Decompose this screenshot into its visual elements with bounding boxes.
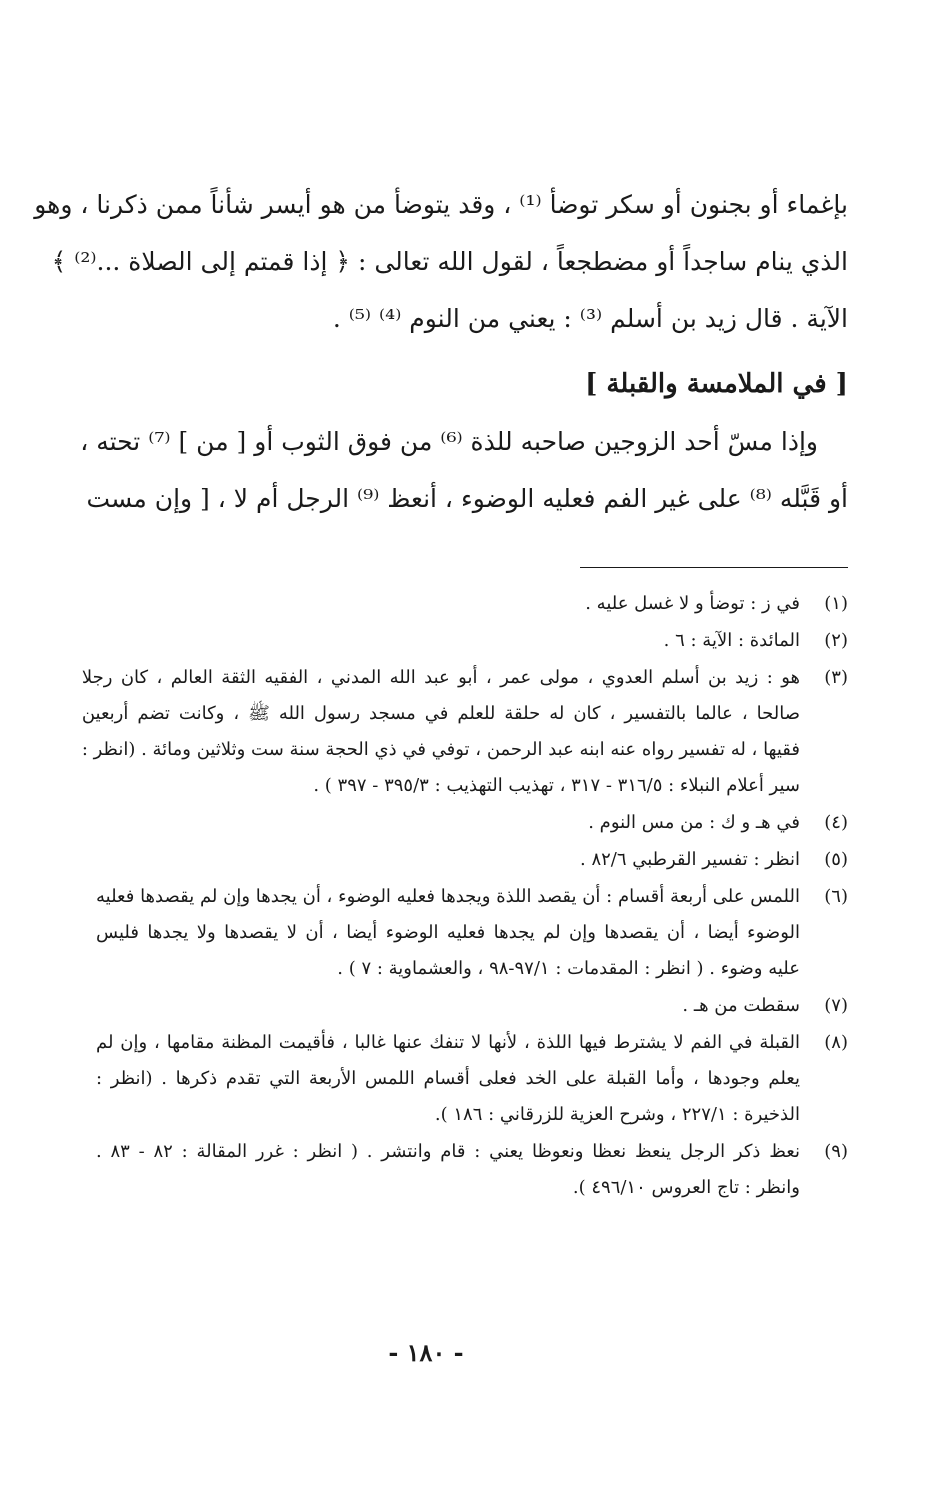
footnote-number: (٧) bbox=[824, 995, 848, 1016]
footnote-text bbox=[96, 586, 800, 622]
footnote-number: (٣) bbox=[824, 667, 848, 688]
footnote-line: انظر : تفسير القرطبي ٨٢/٦ . bbox=[579, 849, 800, 870]
footnote-number: (٢) bbox=[824, 630, 848, 651]
footnote-line: في هـ و ك : من مس النوم . bbox=[588, 812, 800, 833]
footnote bbox=[96, 1134, 848, 1206]
footnote-number: (١) bbox=[824, 593, 848, 614]
footnote bbox=[96, 623, 848, 659]
footnote-number: (٦) bbox=[824, 886, 848, 907]
footnote-separator bbox=[580, 567, 848, 568]
footnote-number: (٤) bbox=[824, 812, 848, 833]
footnote-line: سقطت من هـ . bbox=[682, 995, 800, 1016]
footnote-line: الذخيرة : ٢٢٧/١ ، وشرح العزية للزرقاني : ١٨٦ ). bbox=[434, 1104, 800, 1125]
footnote-line: اللمس على أربعة أقسام : أن يقصد اللذة ويجدها فعليه الوضوء ، أن يجدها وإن لم يقصدها فعليه bbox=[96, 886, 800, 907]
footnote bbox=[96, 879, 848, 987]
footnote-line: المائدة : الآية : ٦ . bbox=[663, 630, 800, 651]
paragraph-2 bbox=[80, 413, 848, 527]
footnote bbox=[96, 1025, 848, 1133]
footnote-line: سير أعلام النبلاء : ٣١٦/٥ - ٣١٧ ، تهذيب التهذيب : ٣٩٥/٣ - ٣٩٧ ) . bbox=[313, 775, 800, 796]
footnote-text bbox=[96, 1134, 800, 1206]
footnote-line: القبلة في الفم لا يشترط فيها اللذة ، لأنها لا تنفك عنها غالبا ، فأقيمت المظنة مقامها ، وإن لم bbox=[96, 1032, 800, 1053]
footnote-text bbox=[96, 805, 800, 841]
footnote-line: عليه وضوء . ( انظر : المقدمات : ٩٧/١-٩٨ ، والعشماوية : ٧ ) . bbox=[337, 958, 800, 979]
text-line: وإذا مسّ أحد الزوجين صاحبه للذة ⁽⁶⁾ من فوق الثوب أو [ من ] ⁽⁷⁾ تحته ، bbox=[80, 427, 818, 456]
footnote-text bbox=[96, 879, 800, 987]
footnote-line: وانظر : تاج العروس ٤٩٦/١٠ ). bbox=[572, 1177, 800, 1198]
footnote-line: فقيها ، له تفسير رواه عنه ابنه عبد الرحمن ، توفي في ذي الحجة سنة ست وثلاثين ومائة . (انظر : bbox=[81, 739, 800, 760]
footnote-line: يعلم وجودها ، وأما القبلة على الخد فعلى أقسام اللمس الأربعة التي تقدم ذكرها . (انظر : bbox=[96, 1068, 800, 1089]
paragraph-1 bbox=[34, 176, 848, 347]
footnote-line: هو : زيد بن أسلم العدوي ، مولى عمر ، أبو عبد الله المدني ، الفقيه الثقة العالم ، كان رجلا bbox=[81, 667, 800, 688]
footnote-number: (٩) bbox=[824, 1141, 848, 1162]
text-line: الآية . قال زيد بن أسلم ⁽³⁾ : يعني من النوم ⁽⁴⁾ ⁽⁵⁾ . bbox=[332, 304, 848, 333]
footnote-text bbox=[96, 623, 800, 659]
footnote bbox=[96, 805, 848, 841]
footnote-text bbox=[96, 842, 800, 878]
footnote-text bbox=[96, 988, 800, 1024]
main-text bbox=[34, 176, 848, 527]
footnote-line: الوضوء أيضا ، أن يقصدها وإن لم يجدها فعليه الوضوء أيضا ، أن لا يقصدها ولا يجدها فليس bbox=[96, 922, 800, 943]
footnote bbox=[96, 988, 848, 1024]
footnote-number: (٨) bbox=[824, 1032, 848, 1053]
section-heading: [ في الملامسة والقبلة ] bbox=[585, 369, 848, 399]
footnote-text bbox=[96, 1025, 800, 1133]
text-line: بإغماء أو بجنون أو سكر توضأ ⁽¹⁾ ، وقد يتوضأ من هو أيسر شأناً ممن ذكرنا ، وهو bbox=[34, 190, 848, 219]
footnote-number: (٥) bbox=[824, 849, 848, 870]
footnote-line: في ز : توضأ و لا غسل عليه . bbox=[585, 593, 800, 614]
footnote-line: صالحا ، عالما بالتفسير ، كان له حلقة للعلم في مسجد رسول الله ﷺ ، وكانت تضم أربعين bbox=[81, 703, 800, 724]
page-number: - ١٨٠ - bbox=[388, 1338, 464, 1367]
footnote-line: نعظ ذكر الرجل ينعظ نعظا ونعوظا يعني : قام وانتشر . ( انظر : غرر المقالة : ٨٢ - ٨٣ . bbox=[96, 1141, 800, 1162]
footnote-text bbox=[82, 660, 800, 804]
text-line: أو قَبَّله ⁽⁸⁾ على غير الفم فعليه الوضوء ، أنعظ ⁽⁹⁾ الرجل أم لا ، [ وإن مست bbox=[86, 484, 848, 513]
text-line: الذي ينام ساجداً أو مضطجعاً ، لقول الله تعالى : ﴿ إذا قمتم إلى الصلاة ...⁽²⁾ ﴾ bbox=[51, 247, 848, 276]
footnote bbox=[81, 660, 848, 804]
footnote bbox=[96, 586, 848, 622]
footnotes bbox=[81, 586, 848, 1207]
footnote bbox=[96, 842, 848, 878]
